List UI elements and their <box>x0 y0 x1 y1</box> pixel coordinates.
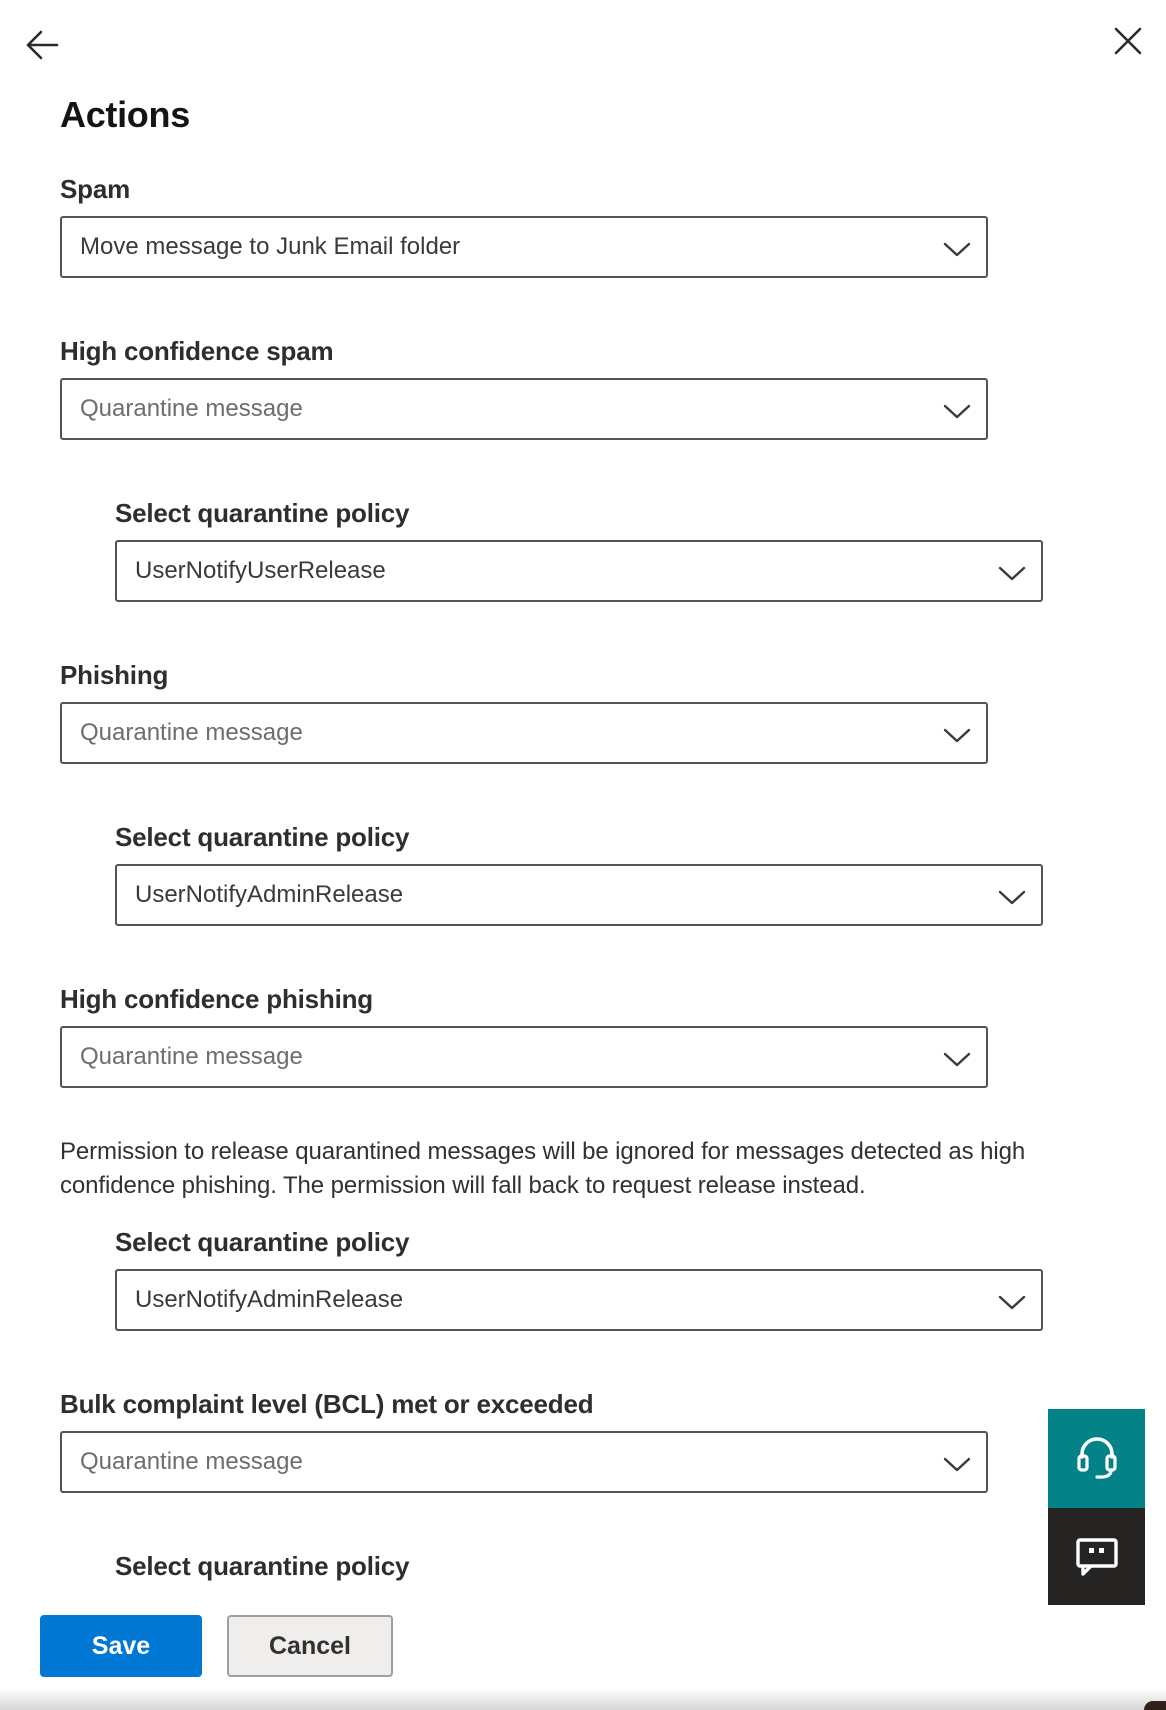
headset-icon <box>1074 1435 1120 1483</box>
chevron-down-icon <box>943 728 971 743</box>
chevron-down-icon <box>943 242 971 257</box>
field-label: Spam <box>60 174 131 204</box>
dropdown[interactable] <box>60 378 988 440</box>
actions-form <box>0 138 1166 1655</box>
dropdown-value: UserNotifyUserRelease <box>135 557 386 584</box>
corner-decoration <box>1144 1701 1166 1710</box>
dropdown[interactable] <box>115 540 1043 602</box>
dropdown[interactable] <box>115 1269 1043 1331</box>
dropdown-value: Quarantine message <box>80 395 303 422</box>
field-group <box>60 336 1166 440</box>
dropdown[interactable] <box>115 864 1043 926</box>
chevron-down-icon <box>998 566 1026 581</box>
field-label: High confidence spam <box>60 336 334 366</box>
field-label: Phishing <box>60 660 169 690</box>
chevron-down-icon <box>998 1295 1026 1310</box>
footer <box>0 1586 1166 1688</box>
page-title: Actions <box>60 94 190 135</box>
dropdown[interactable] <box>60 702 988 764</box>
dropdown-value: Quarantine message <box>80 1448 303 1475</box>
dropdown-value: UserNotifyAdminRelease <box>135 881 404 908</box>
chat-feedback-icon <box>1074 1534 1120 1580</box>
field-label: Select quarantine policy <box>115 822 410 852</box>
field-group <box>115 822 1166 926</box>
bottom-fade <box>0 1688 1166 1710</box>
field-label: Bulk complaint level (BCL) met or exceeded <box>60 1389 594 1419</box>
chevron-down-icon <box>998 890 1026 905</box>
dropdown-value: Quarantine message <box>80 1043 303 1070</box>
dropdown-value: UserNotifyAdminRelease <box>135 1286 404 1313</box>
dropdown[interactable] <box>60 216 988 278</box>
field-label: Select quarantine policy <box>115 498 410 528</box>
field-group <box>60 660 1166 764</box>
field-group <box>60 984 1166 1088</box>
field-group <box>115 498 1166 602</box>
feedback-button[interactable] <box>1048 1508 1145 1605</box>
dropdown-value: Move message to Junk Email folder <box>80 233 461 260</box>
high-confidence-phishing-note: Permission to release quarantined messages will be ignored for messages detected as high confidence phishing. The permission will fall back to request release instead. <box>60 1138 1026 1199</box>
field-label: Select quarantine policy <box>115 1227 410 1257</box>
field-group <box>60 174 1166 278</box>
dropdown[interactable] <box>60 1026 988 1088</box>
close-button[interactable] <box>1108 21 1148 61</box>
back-button[interactable] <box>22 25 62 65</box>
field-label: Select quarantine policy <box>115 1551 410 1581</box>
chevron-down-icon <box>943 404 971 419</box>
field-group <box>60 1389 1166 1493</box>
chevron-down-icon <box>943 1052 971 1067</box>
save-button[interactable]: Save <box>40 1615 202 1677</box>
field-label: High confidence phishing <box>60 984 373 1014</box>
field-group <box>115 1227 1166 1331</box>
cancel-button[interactable]: Cancel <box>227 1615 393 1677</box>
dropdown[interactable] <box>60 1431 988 1493</box>
support-button[interactable] <box>1048 1409 1145 1508</box>
dropdown-value: Quarantine message <box>80 719 303 746</box>
back-arrow-icon <box>24 29 60 61</box>
chevron-down-icon <box>943 1457 971 1472</box>
close-icon <box>1113 26 1143 56</box>
